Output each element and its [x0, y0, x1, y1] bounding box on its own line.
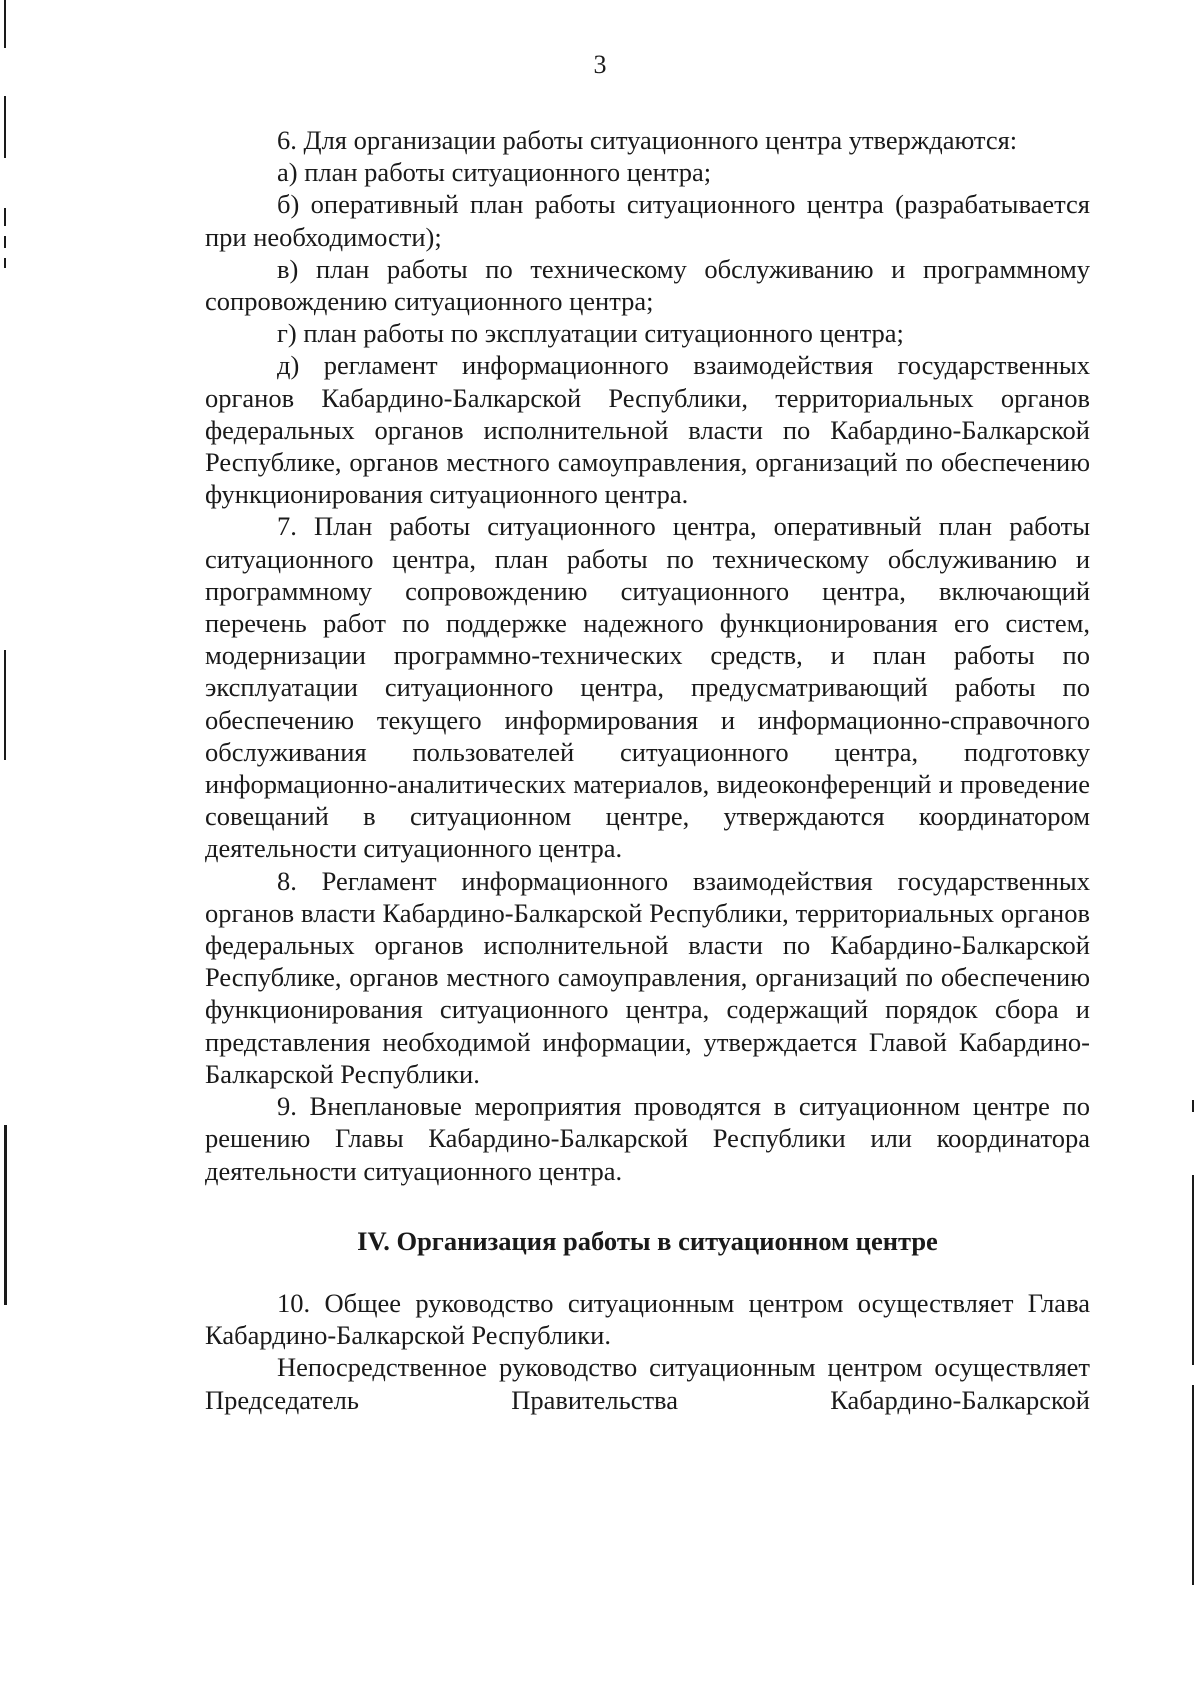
scan-edge-mark	[4, 650, 6, 760]
paragraph-6: 6. Для организации работы ситуационного центра утверждаются:	[277, 125, 1018, 155]
scan-edge-mark	[1192, 1385, 1194, 1585]
paragraph-7: 7. План работы ситуационного центра, оперативный план работы ситуационного центра, план работы по техническому обслуживанию и программному сопровождению ситуационного центра, включающий перечень работ по поддержке надежного функционирования его систем, модернизации программно-технических средств, и план работы по эксплуатации ситуационного центра, предусматривающий работы по обеспечению текущего информирования и информационно-справочного обслуживания пользователей ситуационного центра, подготовку информационно-аналитических материалов, видеоконференций и проведение совещаний в ситуационном центре, утверждаются координатором деятельности ситуационного центра.	[205, 511, 1090, 864]
paragraph-9: 9. Внеплановые мероприятия проводятся в ситуационном центре по решению Главы Кабардино-Балкарской Республики или координатора деятельности ситуационного центра.	[205, 1091, 1090, 1186]
scan-edge-mark	[4, 258, 6, 268]
paragraph-10-continued: Непосредственное руководство ситуационным центром осуществляет Председатель Правительства Кабардино-Балкарской	[205, 1352, 1090, 1415]
paragraph-8: 8. Регламент информационного взаимодействия государственных органов власти Кабардино-Балкарской Республики, территориальных органов федеральных органов исполнительной власти по Кабардино-Балкарской Республике, органов местного самоуправления, организаций по обеспечению функционирования ситуационного центра, содержащий порядок сбора и представления необходимой информации, утверждается Главой Кабардино-Балкарской Республики.	[205, 865, 1090, 1089]
paragraph-6b: б) оперативный план работы ситуационного центра (разрабатывается при необходимости);	[205, 189, 1090, 252]
page-number: 3	[593, 50, 607, 79]
paragraph-6a: а) план работы ситуационного центра;	[277, 157, 712, 188]
paragraph-10: 10. Общее руководство ситуационным центром осуществляет Глава Кабардино-Балкарской Республики.	[205, 1287, 1090, 1351]
scan-edge-mark	[1192, 1175, 1194, 1365]
scan-edge-mark	[4, 1125, 7, 1305]
section-heading: IV. Организация работы в ситуационном центре	[357, 1225, 938, 1256]
paragraph-6d: д) регламент информационного взаимодействия государственных органов Кабардино-Балкарской Республики, территориальных органов федеральных органов исполнительной власти по Кабардино-Балкарской Республике, органов местного самоуправления, организаций по обеспечению функционирования ситуационного центра.	[205, 350, 1090, 510]
scan-edge-mark	[4, 0, 6, 48]
scan-edge-mark	[4, 96, 6, 158]
document-body	[205, 124, 1090, 1416]
scan-edge-mark	[4, 236, 6, 248]
paragraph-6v: в) план работы по техническому обслуживанию и программному сопровождению ситуационного центра;	[205, 253, 1090, 317]
scan-edge-mark	[1192, 1100, 1194, 1112]
scan-edge-mark	[4, 208, 6, 226]
paragraph-6g: г) план работы по эксплуатации ситуационного центра;	[277, 318, 904, 349]
